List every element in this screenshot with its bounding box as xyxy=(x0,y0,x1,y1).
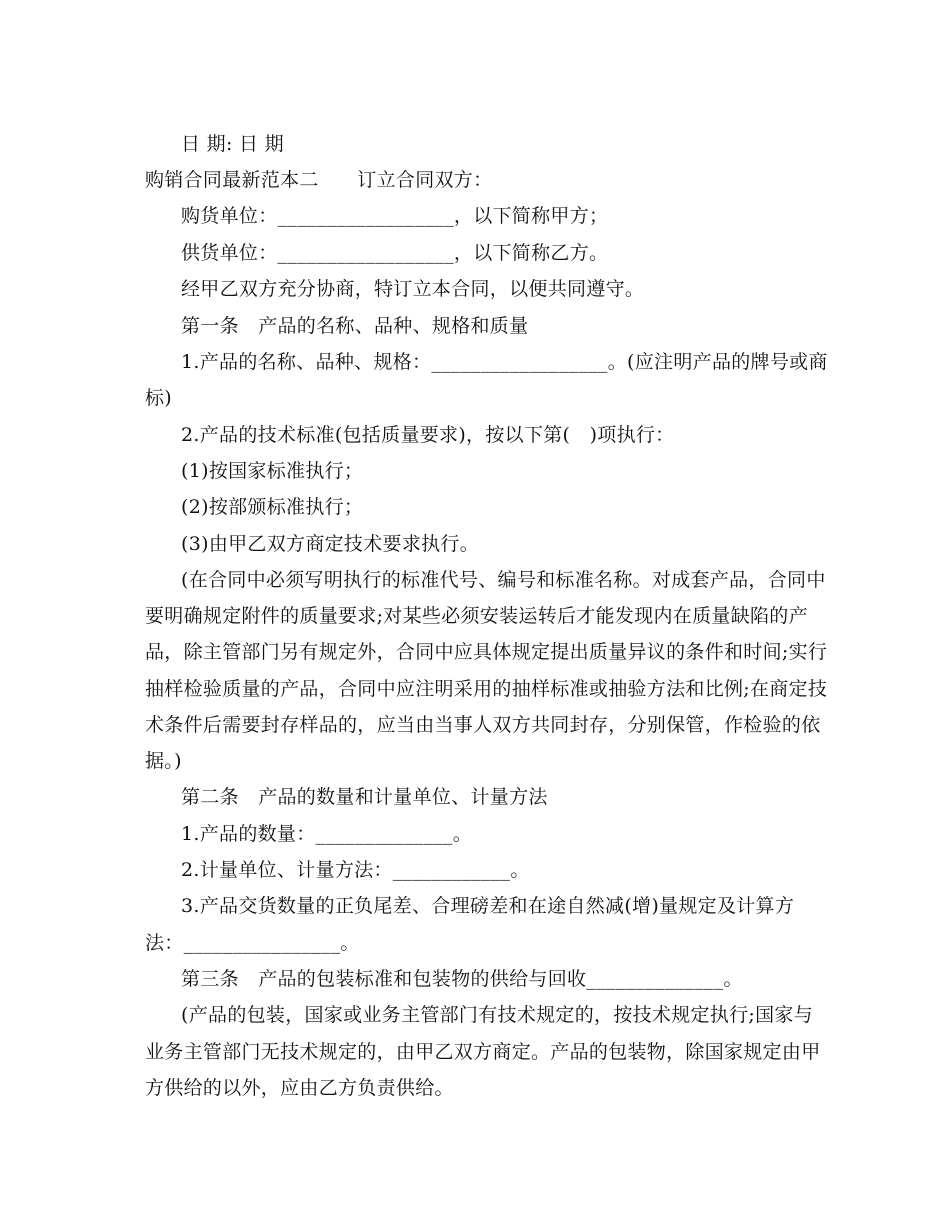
note-line: 据。) xyxy=(145,750,182,772)
supplier-line: 供货单位：__________________，以下简称乙方。 xyxy=(181,242,609,264)
contract-title-line: 购销合同最新范本二 订立合同双方： xyxy=(145,169,493,191)
note-line: 抽样检验质量的产品，合同中应注明采用的抽样标准或抽验方法和比例;在商定技 xyxy=(145,678,828,700)
note-line: 要明确规定附件的质量要求;对某些必须安装运转后才能发现内在质量缺陷的产 xyxy=(145,605,808,627)
paragraph-line: (2)按部颁标准执行； xyxy=(181,496,364,518)
paragraph-line: 法：________________。 xyxy=(145,932,360,954)
article-1-heading: 第一条 产品的名称、品种、规格和质量 xyxy=(181,315,529,337)
note-line: (产品的包装，国家或业务主管部门有技术规定的，按技术规定执行;国家与 xyxy=(181,1004,814,1026)
note-line: 方供给的以外，应由乙方负责供给。 xyxy=(145,1077,454,1099)
paragraph-line: 1.产品的名称、品种、规格：__________________。(应注明产品的牌号或商 xyxy=(181,351,828,373)
note-line: 业务主管部门无技术规定的，由甲乙双方商定。产品的包装物，除国家规定由甲 xyxy=(145,1041,821,1063)
agreement-line: 经甲乙双方充分协商，特订立本合同，以便共同遵守。 xyxy=(181,278,645,300)
article-2-heading: 第二条 产品的数量和计量单位、计量方法 xyxy=(181,786,548,808)
paragraph-line: (3)由甲乙双方商定技术要求执行。 xyxy=(181,533,480,555)
buyer-line: 购货单位：__________________，以下简称甲方； xyxy=(181,205,609,227)
note-line: 术条件后需要封存样品的，应当由当事人双方共同封存，分别保管，作检验的依 xyxy=(145,714,821,736)
paragraph-line: 标) xyxy=(145,387,173,409)
paragraph-line: 1.产品的数量：______________。 xyxy=(181,823,473,845)
date-line: 日 期: 日 期 xyxy=(181,133,284,155)
article-3-heading: 第三条 产品的包装标准和包装物的供给与回收______________。 xyxy=(181,968,743,990)
paragraph-line: (1)按国家标准执行； xyxy=(181,460,364,482)
note-line: (在合同中必须写明执行的标准代号、编号和标准名称。对成套产品，合同中 xyxy=(181,569,826,591)
paragraph-line: 2.产品的技术标准(包括质量要求)，按以下第( )项执行： xyxy=(181,424,675,446)
paragraph-line: 2.计量单位、计量方法：____________。 xyxy=(181,859,530,881)
paragraph-line: 3.产品交货数量的正负尾差、合理磅差和在途自然减(增)量规定及计算方 xyxy=(181,895,795,917)
note-line: 品，除主管部门另有规定外，合同中应具体规定提出质量异议的条件和时间;实行 xyxy=(145,641,828,663)
